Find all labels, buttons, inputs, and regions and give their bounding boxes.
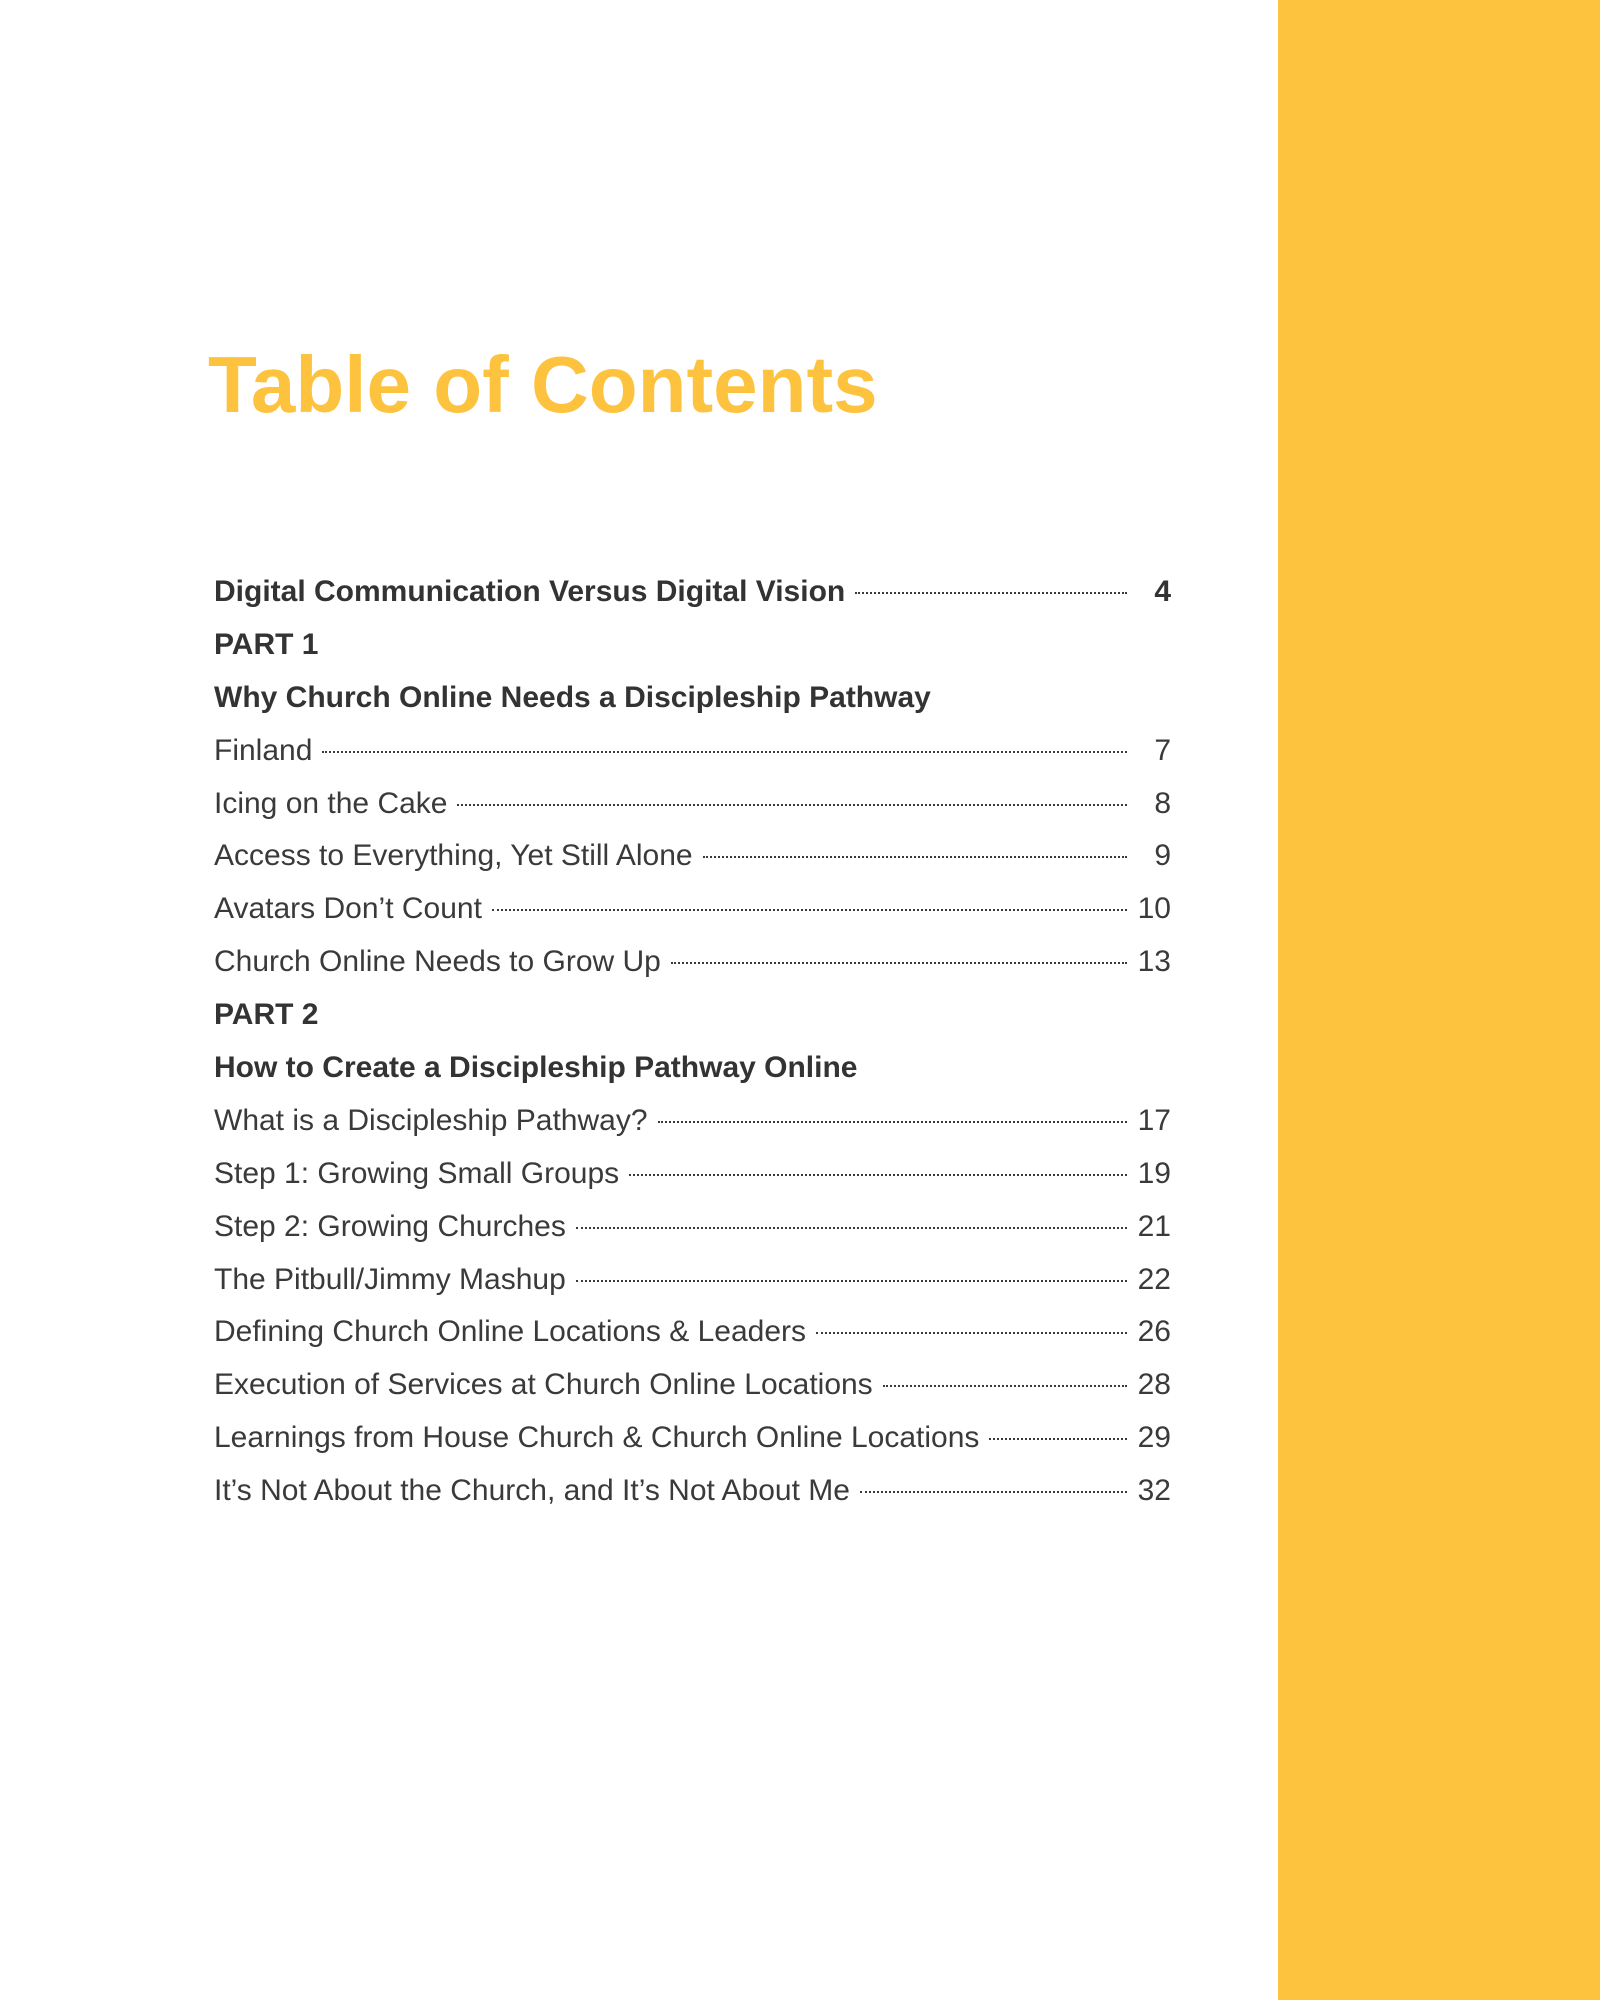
toc-entry[interactable]: [214, 1148, 1171, 1201]
toc-entry-page: 22: [1137, 1262, 1171, 1296]
toc-entry[interactable]: [214, 725, 1171, 778]
toc-entry[interactable]: [214, 1306, 1171, 1359]
toc-entry-page: 7: [1154, 733, 1171, 767]
toc-entry-label: Step 2: Growing Churches: [214, 1209, 566, 1243]
dot-leader: [322, 751, 1127, 753]
dot-leader: [492, 909, 1127, 911]
toc-entry[interactable]: [214, 936, 1171, 989]
table-of-contents: [214, 566, 1171, 1518]
toc-entry-label: Digital Communication Versus Digital Vision: [214, 575, 846, 608]
toc-entry[interactable]: [214, 830, 1171, 883]
toc-entry-label: What is a Discipleship Pathway?: [214, 1103, 648, 1137]
dot-leader: [629, 1174, 1127, 1176]
toc-entry-page: 29: [1137, 1421, 1171, 1455]
dot-leader: [989, 1438, 1127, 1440]
toc-entry[interactable]: [214, 1359, 1171, 1412]
part-subtitle: How to Create a Discipleship Pathway Online: [214, 1051, 858, 1085]
dot-leader: [658, 1121, 1127, 1123]
toc-entry-page: 26: [1137, 1315, 1171, 1349]
toc-entry[interactable]: [214, 1201, 1171, 1254]
toc-entry-page: 13: [1137, 945, 1171, 979]
toc-entry-intro[interactable]: [214, 566, 1171, 619]
part-heading: PART 2: [214, 998, 319, 1032]
toc-entry-page: 32: [1137, 1474, 1171, 1508]
toc-entry-page: 28: [1137, 1368, 1171, 1402]
toc-entry-label: Step 1: Growing Small Groups: [214, 1156, 620, 1190]
toc-entry[interactable]: [214, 1412, 1171, 1465]
toc-entry-label: Finland: [214, 733, 313, 767]
side-color-band: [1278, 0, 1600, 2000]
toc-entry-label: Learnings from House Church & Church Online Locations: [214, 1421, 980, 1455]
toc-entry-page: 9: [1154, 839, 1171, 873]
page-title: Table of Contents: [208, 340, 878, 429]
toc-entry-page: 19: [1137, 1156, 1171, 1190]
toc-entry-page: 17: [1137, 1103, 1171, 1137]
dot-leader: [457, 804, 1127, 806]
toc-entry[interactable]: [214, 883, 1171, 936]
part-subtitle: Why Church Online Needs a Discipleship Pathway: [214, 680, 931, 714]
toc-entry[interactable]: [214, 1254, 1171, 1307]
toc-entry-label: The Pitbull/Jimmy Mashup: [214, 1262, 566, 1296]
toc-entry-label: Execution of Services at Church Online Locations: [214, 1368, 873, 1402]
toc-entry-label: Icing on the Cake: [214, 786, 448, 820]
toc-entry[interactable]: [214, 778, 1171, 831]
dot-leader: [576, 1280, 1127, 1282]
toc-entry-page: 10: [1137, 892, 1171, 926]
toc-entry-page: 21: [1137, 1209, 1171, 1243]
dot-leader: [671, 962, 1127, 964]
dot-leader: [860, 1491, 1127, 1493]
part-heading: PART 1: [214, 627, 319, 661]
toc-entry-label: Defining Church Online Locations & Leaders: [214, 1315, 807, 1349]
toc-entry-page: 4: [1154, 575, 1171, 608]
toc-entry-label: Avatars Don’t Count: [214, 892, 482, 926]
toc-entry[interactable]: [214, 1095, 1171, 1148]
toc-entry-label: Access to Everything, Yet Still Alone: [214, 839, 693, 873]
dot-leader: [855, 592, 1127, 594]
dot-leader: [883, 1385, 1127, 1387]
dot-leader: [816, 1332, 1127, 1334]
dot-leader: [703, 856, 1127, 858]
toc-entry[interactable]: [214, 1465, 1171, 1518]
toc-entry-page: 8: [1154, 786, 1171, 820]
toc-entry-label: It’s Not About the Church, and It’s Not About Me: [214, 1474, 850, 1508]
dot-leader: [576, 1227, 1127, 1229]
toc-entry-label: Church Online Needs to Grow Up: [214, 945, 661, 979]
